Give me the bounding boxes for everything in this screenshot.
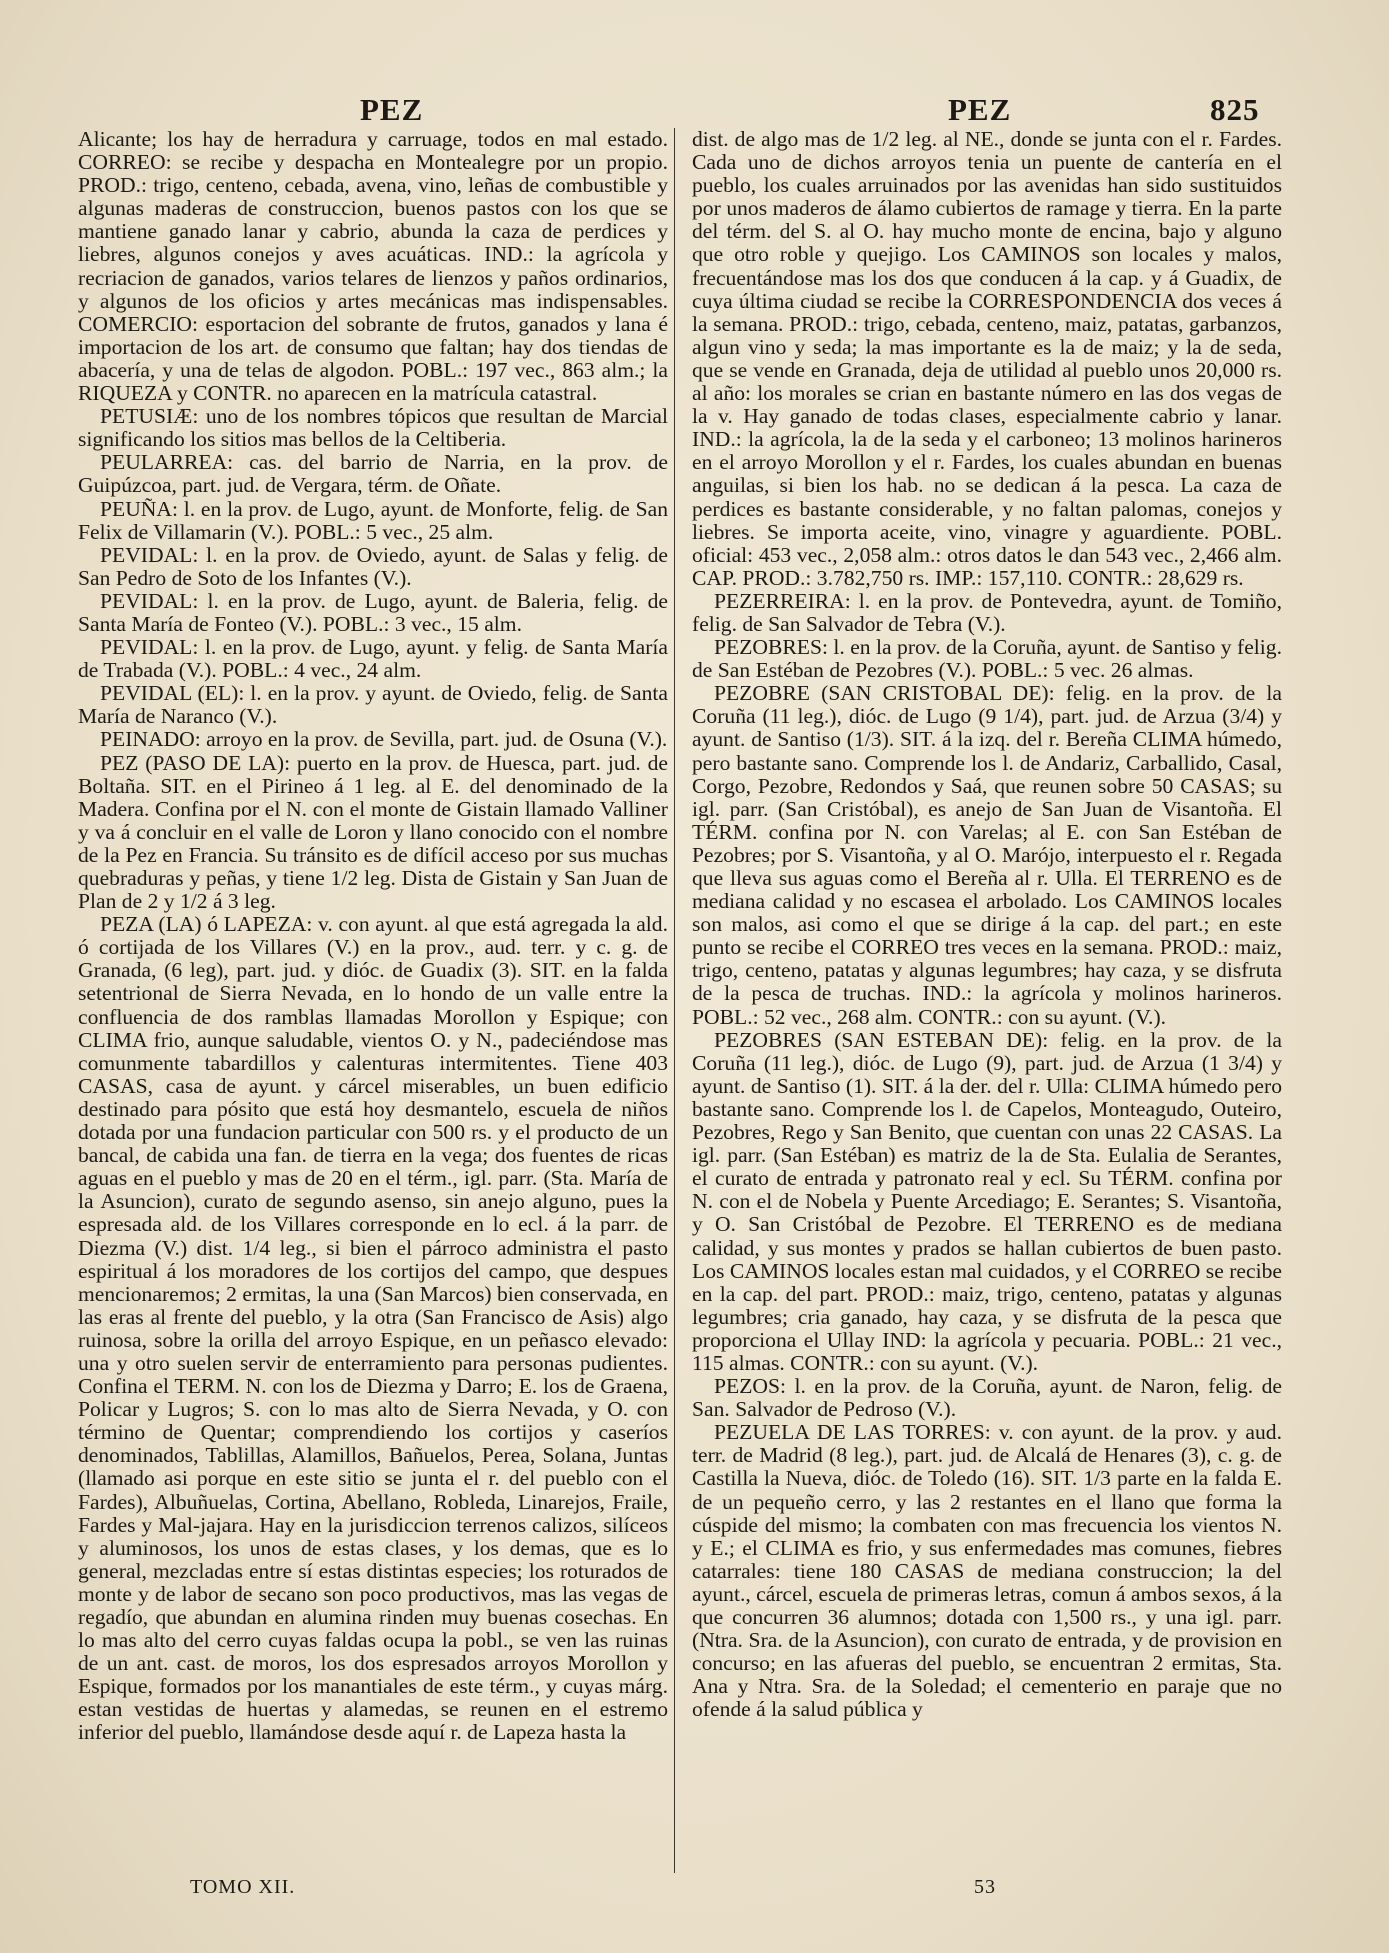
entry-paragraph: PEZOBRES (SAN ESTEBAN DE): felig. en la prov. de la Coruña (11 leg.), dióc. de Lugo (9), part. jud. de Arzua (1 3/4) y ayunt. de Santiso (1). SIT. á la der. del r. Ulla: CLIMA húmedo pero bastante sano. Comprende los l. de Capelos, Monteagudo, Outeiro, Pezobres, Rego y San Benito, que cuentan con unas 22 CASAS. La igl. parr. (San Estéban) es matriz de la de Sta. Eulalia de Serantes, el curato de entrada y patronato real y ecl. Su TÉRM. confina por N. con el de Nobela y Puente Arcediago; E. Serantes; S. Visantoña, y O. San Cristóbal de Pezobre. El TERRENO es de mediana calidad, y sus montes y prados se hallan cubiertos de buen pasto. Los CAMINOS locales estan mal cuidados, y el CORREO se recibe en la cap. del part. PROD.: maiz, trigo, centeno, patatas y algunas legumbres; cria ganado, hay caza, y se disfruta de la pesca que proporciona el Ullay IND: la agrícola y pecuaria. POBL.: 21 vec., 115 almas. CONTR.: con su ayunt. (V.). (692, 1027, 1282, 1375)
page-number: 825 (1210, 92, 1260, 127)
entry-paragraph: PEVIDAL: l. en la prov. de Lugo, ayunt. de Baleria, felig. de Santa María de Fonteo (V.). POBL.: 3 vec., 15 alm. (78, 588, 668, 636)
entry-paragraph: PEVIDAL: l. en la prov. de Lugo, ayunt. y felig. de Santa María de Trabada (V.). POBL.: 4 vec., 24 alm. (78, 635, 668, 683)
entry-paragraph: PEINADO: arroyo en la prov. de Sevilla, part. jud. de Osuna (V.). (100, 727, 668, 752)
entry-paragraph: PEULARREA: cas. del barrio de Narria, en la prov. de Guipúzcoa, part. jud. de Vergara, térm. de Oñate. (78, 450, 668, 498)
entry-paragraph: dist. de algo mas de 1/2 leg. al NE., donde se junta con el r. Fardes. Cada uno de dichos arroyos tenia un puente de cantería en el pueblo, los cuales arruinados por las avenidas han sido sustituidos por unos maderos de álamo cubiertos de ramage y tierra. En la parte del térm. del S. al O. hay mucho monte de encina, bajo y alguno que otro roble y quejigo. Los CAMINOS son locales y malos, frecuentándose mas los dos que conducen á la cap. y á Guadix, de cuya última ciudad se recibe la CORRESPONDENCIA dos veces á la semana. PROD.: trigo, cebada, centeno, maiz, patatas, garbanzos, algun vino y seda; la mas importante es la de maiz; y la de seda, que se vende en Granada, deja de utilidad al pueblo unos 20,000 rs. al año: los morales se crian en bastante número en las dos vegas de la v. Hay ganado de todas clases, especialmente cabrio y lanar. IND.: la agrícola, la de la seda y el carboneo; 13 molinos harineros en el arroyo Morollon y el r. Fardes, los cuales abundan en buenas anguilas, si bien los hab. no se dedican á la pesca. La caza de perdices es bastante considerable, y no faltan palomas, conejos y liebres. Se importa aceite, vino, vinagre y aguardiente. POBL. oficial: 453 vec., 2,058 alm.: otros datos le dan 543 vec., 2,466 alm. CAP. PROD.: 3.782,750 rs. IMP.: 157,110. CONTR.: 28,629 rs. (692, 127, 1282, 590)
entry-paragraph: PEZOBRE (SAN CRISTOBAL DE): felig. en la prov. de la Coruña (11 leg.), dióc. de Lugo (9 1/4), part. jud. de Arzua (3/4) y ayunt. de Santiso (1/3). SIT. á la izq. del r. Bereña CLIMA húmedo, pero bastante sano. Comprende los l. de Andariz, Carballido, Casal, Corgo, Pezobre, Redondos y Saá, que reunen sobre 50 CASAS; su igl. parr. (San Cristóbal), es anejo de San Juan de Visantoña. El TÉRM. confina por N. con Varelas; al E. con San Estéban de Pezobres; por S. Visantoña, y al O. Marójo, interpuesto el r. Regada que lleva sus aguas como el Bereña al r. Ulla. El TERRENO es de mediana calidad y no escasea el arbolado. Los CAMINOS locales son malos, asi como el que se dirige á la cap. del part.; en este punto se recibe el CORREO tres veces en la semana. PROD.: maiz, trigo, centeno, patatas y algunas legumbres; hay caza, y se disfruta de la pesca de truchas. IND.: la agrícola y molinos harineros. POBL.: 52 vec., 268 alm. CONTR.: con su ayunt. (V.). (692, 681, 1282, 1029)
entry-paragraph: PEVIDAL: l. en la prov. de Oviedo, ayunt. de Salas y felig. de San Pedro de Soto de los Infantes (V.). (78, 542, 668, 590)
left-running-head: PEZ (360, 92, 424, 127)
entry-paragraph: Alicante; los hay de herradura y carruage, todos en mal estado. CORREO: se recibe y despacha en Montealegre por un propio. PROD.: trigo, centeno, cebada, avena, vino, leñas de combustible y algunas maderas de construccion, buenos pastos con los que se mantiene ganado lanar y cabrio, abunda la caza de perdices y liebres, algunos conejos y aves acuáticas. IND.: la agrícola y recriacion de ganados, varios telares de lienzos y paños ordinarios, y algunos de los oficios y artes mecánicas mas indispensables. COMERCIO: esportacion del sobrante de frutos, ganados y lana é importacion de los art. de consumo que faltan; hay dos tiendas de abacería, y una de telas de algodon. POBL.: 197 vec., 863 alm.; la RIQUEZA y CONTR. no aparecen en la matrícula catastral. (78, 127, 668, 406)
entry-paragraph: PEZA (LA) ó LAPEZA: v. con ayunt. al que está agregada la ald. ó cortijada de los Villares (V.) en la prov., aud. terr. y c. g. de Granada, (6 leg), part. jud. y dióc. de Guadix (3). SIT. en la falda setentrional de Sierra Nevada, en lo hondo de un valle entre la confluencia de dos ramblas llamadas Morollon y Espique; con CLIMA frio, aunque saludable, vientos O. y N., padeciéndose mas comunmente tabardillos y calenturas intermitentes. Tiene 403 CASAS, casa de ayunt. y cárcel miserables, un buen edificio destinado para pósito que está hoy desmantelo, escuela de niños dotada por una fundacion particular con 500 rs. y el producto de un bancal, de cabida una fan. de tierra en la vega; dos fuentes de ricas aguas en el pueblo y mas de 20 en el térm., igl. parr. (Sta. María de la Asuncion), curato de segundo asenso, sin anejo alguno, pues la espresada ald. de los Villares corresponde en lo ecl. á la parr. de Diezma (V.) dist. 1/4 leg., si bien el párroco administra el pasto espiritual á los moradores de los cortijos del campo, que despues mencionaremos; 2 ermitas, la una (San Marcos) bien conservada, en las eras al frente del pueblo, y la otra (San Francisco de Asis) algo ruinosa, sobre la orilla del arroyo Espique, en un peñasco elevado: una y otro suelen servir de enterramiento para personas pudientes. Confina el TERM. N. con los de Diezma y Darro; E. los de Graena, Policar y Lugros; S. con lo mas alto de Sierra Nevada, y O. con término de Quentar; comprendiendo los cortijos y caseríos denominados, Tablillas, Alamillos, Bañuelos, Perea, Solana, Juntas (llamado asi porque en este sitio se junta el r. del pueblo con el Fardes), Albuñuelas, Cortina, Abellano, Robleda, Linarejos, Fraile, Fardes y Mal-jajara. Hay en la jurisdiccion terrenos calizos, silíceos y aluminosos, los unos de estas clases, y los demas, que es lo general, mezcladas entre sí estas distintas especies; los roturados de monte y de labor de secano son poco productivos, mas las vegas de regadío, que abundan en alumina rinden muy buenas cosechas. En lo mas alto del cerro cuyas faldas ocupa la pobl., se ven las ruinas de un ant. cast. de moros, los dos espresados arroyos Morollon y Espique, formados por los manantiales de este térm., y cuyas márg. estan vestidas de huertas y alamedas, se reunen en el estremo inferior del pueblo, llamándose desde aquí r. de Lapeza hasta la (78, 912, 668, 1745)
entry-paragraph: PEZUELA DE LAS TORRES: v. con ayunt. de la prov. y aud. terr. de Madrid (8 leg.), part. jud. de Alcalá de Henares (3), c. g. de Castilla la Nueva, dióc. de Toledo (16). SIT. 1/3 parte en la falda E. de un pequeño cerro, y las 2 restantes en el llano que forma la cúspide del mismo; la combaten con mas frecuencia los vientos N. y E.; el CLIMA es frio, y sus enfermedades mas comunes, fiebres catarrales: tiene 180 CASAS de mediana construccion; la del ayunt., cárcel, escuela de primeras letras, comun á ambos sexos, á la que concurren 36 alumnos; dotada con 1,500 rs., y una igl. parr. (Ntra. Sra. de la Asuncion), con curato de entrada, y de provision en concurso; en las afueras del pueblo, se encuentran 2 ermitas, Sta. Ana y Ntra. Sra. de la Soledad; el cementerio en paraje que no ofende á la salud pública y (692, 1420, 1282, 1722)
entry-paragraph: PEVIDAL (EL): l. en la prov. y ayunt. de Oviedo, felig. de Santa María de Naranco (V.). (78, 681, 668, 729)
entry-paragraph: PEUÑA: l. en la prov. de Lugo, ayunt. de Monforte, felig. de San Felix de Villamarin (V.). POBL.: 5 vec., 25 alm. (78, 496, 668, 544)
signature-mark: 53 (974, 1876, 996, 1898)
right-column (692, 128, 1282, 1721)
entry-paragraph: PEZERREIRA: l. en la prov. de Pontevedra, ayunt. de Tomiño, felig. de San Salvador de Tebra (V.). (692, 588, 1282, 636)
entry-paragraph: PEZOBRES: l. en la prov. de la Coruña, ayunt. de Santiso y felig. de San Estéban de Pezobres (V.). POBL.: 5 vec. 26 almas. (692, 635, 1282, 683)
volume-label: TOMO XII. (190, 1876, 296, 1898)
entry-paragraph: PEZOS: l. en la prov. de la Coruña, ayunt. de Naron, felig. de San. Salvador de Pedroso (V.). (692, 1374, 1282, 1422)
right-running-head: PEZ (948, 92, 1012, 127)
entry-paragraph: PETUSIÆ: uno de los nombres tópicos que resultan de Marcial significando los sitios mas bellos de la Celtiberia. (78, 404, 668, 452)
left-column (78, 128, 668, 1745)
column-divider (674, 128, 675, 1873)
entry-paragraph: PEZ (PASO DE LA): puerto en la prov. de Huesca, part. jud. de Boltaña. SIT. en el Pirineo á 1 leg. al E. del denominado de la Madera. Confina por el N. con el monte de Gistain llamado Valliner y va á concluir en el valle de Loron y llano conocido con el nombre de la Pez en Francia. Su tránsito es de difícil acceso por sus muchas quebraduras y peñas, y tiene 1/2 leg. Dista de Gistain y San Juan de Plan de 2 y 1/2 á 3 leg. (78, 750, 668, 914)
